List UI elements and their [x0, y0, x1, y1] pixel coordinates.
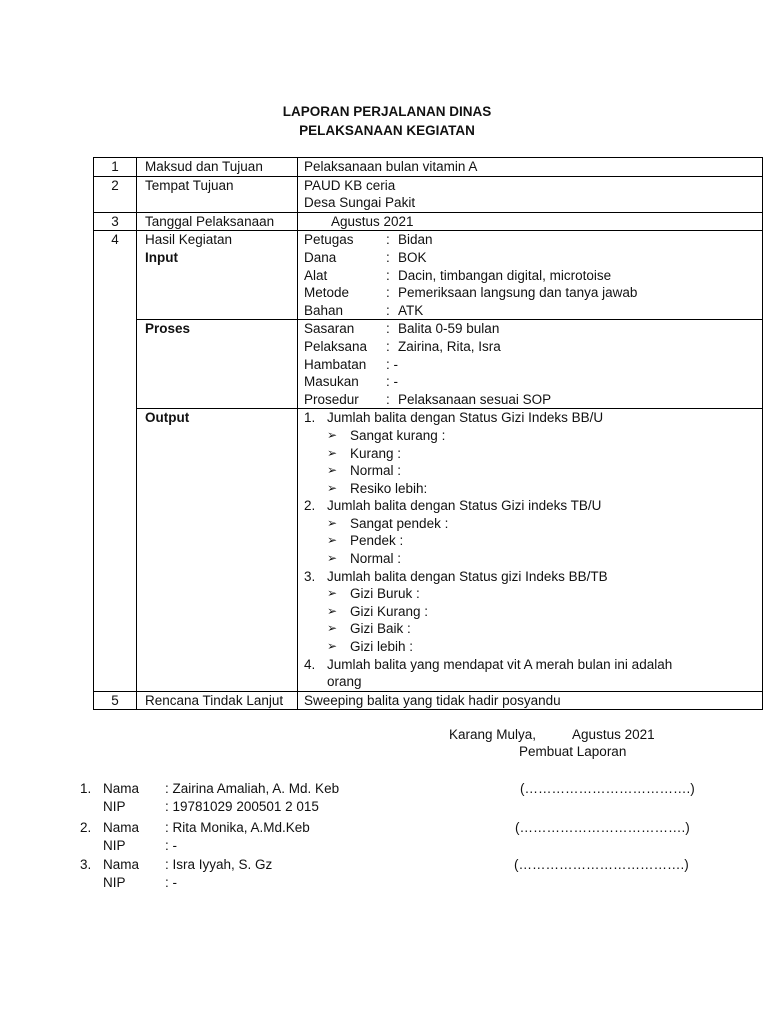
proses-key: Pelaksana	[304, 338, 368, 354]
arrow-bullet-icon: ➢	[327, 639, 338, 654]
input-colon: :	[386, 249, 390, 265]
output-label: Output	[137, 409, 298, 692]
proses-key: Hambatan	[304, 356, 367, 372]
proses-value: Zairina, Rita, Isra	[398, 338, 501, 354]
output-item-text: Jumlah balita dengan Status Gizi indeks TB/U	[327, 498, 602, 514]
signer-name-row	[80, 781, 720, 799]
proses-row	[304, 373, 762, 391]
signature-place-date	[449, 727, 655, 742]
output-bullet-text: Normal :	[350, 551, 402, 567]
output-bullet-text: Kurang :	[350, 445, 402, 461]
arrow-bullet-icon: ➢	[327, 480, 338, 495]
input-list	[298, 231, 763, 320]
output-bullet-text: Resiko lebih:	[350, 480, 428, 496]
input-key: Alat	[304, 267, 328, 283]
output-bullet	[304, 603, 762, 621]
row-value: Sweeping balita yang tidak hadir posyandu	[298, 691, 763, 710]
signer-nip-label: NIP	[103, 838, 126, 853]
input-row	[304, 249, 762, 267]
signer-nip-row	[80, 875, 480, 893]
arrow-bullet-icon: ➢	[327, 515, 338, 530]
arrow-bullet-icon: ➢	[327, 621, 338, 636]
proses-row	[304, 356, 762, 374]
output-item-number: 2.	[304, 498, 316, 514]
signer-nip: : -	[165, 875, 177, 890]
row-label: Tempat Tujuan	[137, 176, 298, 212]
signature-line: (……………………………….)	[515, 820, 690, 835]
proses-key: Prosedur	[304, 391, 359, 407]
output-bullet	[304, 532, 762, 550]
input-value: Pemeriksaan langsung dan tanya jawab	[398, 285, 638, 301]
signature-date: Agustus 2021	[572, 727, 655, 742]
table-row	[94, 176, 763, 212]
proses-colon: :	[386, 391, 390, 407]
proses-list	[298, 320, 763, 409]
signer-block	[80, 857, 720, 897]
output-bullet	[304, 462, 762, 480]
output-item	[304, 656, 762, 674]
proses-colon: : -	[386, 374, 398, 390]
output-bullet-text: Gizi lebih :	[350, 639, 414, 655]
arrow-bullet-icon: ➢	[327, 603, 338, 618]
input-key: Bahan	[304, 302, 344, 318]
row-value: Agustus 2021	[298, 212, 763, 231]
signature-place: Karang Mulya,	[449, 727, 537, 742]
output-bullet	[304, 550, 762, 568]
table-row	[94, 231, 763, 320]
signer-name-label: Nama	[103, 857, 140, 872]
proses-row	[304, 338, 762, 356]
proses-key: Masukan	[304, 374, 359, 390]
destination-village: Desa Sungai Pakit	[304, 195, 416, 211]
output-item-number: 4.	[304, 656, 316, 672]
table-row	[94, 320, 763, 409]
output-list	[298, 409, 763, 692]
arrow-bullet-icon: ➢	[327, 427, 338, 442]
signer-index: 1.	[80, 781, 92, 796]
input-colon: :	[386, 232, 390, 248]
signer-name: : Zairina Amaliah, A. Md. Keb	[165, 781, 340, 796]
proses-colon: : -	[386, 356, 398, 372]
input-key: Petugas	[304, 232, 354, 248]
input-key: Dana	[304, 249, 337, 265]
arrow-bullet-icon: ➢	[327, 445, 338, 460]
output-bullet	[304, 480, 762, 498]
signer-block	[80, 781, 720, 821]
signer-name-row	[80, 857, 720, 875]
signer-name: : Rita Monika, A.Md.Keb	[165, 820, 310, 835]
signer-nip-row	[80, 838, 480, 856]
signer-nip-label: NIP	[103, 799, 126, 814]
proses-value: Balita 0-59 bulan	[398, 321, 500, 337]
signature-role: Pembuat Laporan	[519, 744, 627, 759]
row-label: Tanggal Pelaksanaan	[137, 212, 298, 231]
output-item-number: 3.	[304, 568, 316, 584]
input-value: Bidan	[398, 232, 433, 248]
report-title: LAPORAN PERJALANAN DINAS	[282, 104, 492, 119]
signer-block	[80, 820, 720, 860]
output-bullet-text: Pendek :	[350, 533, 404, 549]
table-row	[94, 409, 763, 692]
input-row	[304, 302, 762, 320]
table-row	[94, 691, 763, 710]
input-value: BOK	[398, 249, 427, 265]
proses-label: Proses	[137, 320, 298, 409]
output-bullet	[304, 445, 762, 463]
hasil-kegiatan-label: Hasil Kegiatan	[145, 232, 233, 248]
table-row	[94, 158, 763, 177]
signer-name-row	[80, 820, 720, 838]
proses-key: Sasaran	[304, 321, 355, 337]
output-bullet	[304, 620, 762, 638]
output-item-number: 1.	[304, 410, 316, 426]
input-row	[304, 267, 762, 285]
signer-nip: : -	[165, 838, 177, 853]
output-bullet	[304, 427, 762, 445]
output-bullet-text: Sangat kurang :	[350, 427, 446, 443]
input-label: Input	[145, 249, 178, 265]
row-number: 3	[94, 212, 137, 231]
report-table	[93, 157, 763, 710]
output-bullet-text: Gizi Buruk :	[350, 586, 420, 602]
output-item-continuation: orang	[327, 674, 362, 690]
signer-index: 2.	[80, 820, 92, 835]
output-item	[304, 568, 762, 586]
row-number: 2	[94, 176, 137, 212]
proses-colon: :	[386, 338, 390, 354]
destination-name: PAUD KB ceria	[304, 177, 396, 193]
row-label: Rencana Tindak Lanjut	[137, 691, 298, 710]
input-colon: :	[386, 285, 390, 301]
input-key: Metode	[304, 285, 350, 301]
input-value: Dacin, timbangan digital, microtoise	[398, 267, 612, 283]
row-number: 1	[94, 158, 137, 177]
output-bullet	[304, 638, 762, 656]
output-item	[304, 497, 762, 515]
signer-index: 3.	[80, 857, 92, 872]
signer-nip: : 19781029 200501 2 015	[165, 799, 319, 814]
report-subtitle: PELAKSANAAN KEGIATAN	[299, 123, 475, 138]
output-item	[304, 409, 762, 427]
output-bullet	[304, 585, 762, 603]
input-colon: :	[386, 267, 390, 283]
signer-nip-label: NIP	[103, 875, 126, 890]
row-value: Pelaksanaan bulan vitamin A	[298, 158, 763, 177]
row-label	[137, 231, 298, 320]
output-item-text: Jumlah balita yang mendapat vit A merah bulan ini adalah	[327, 656, 673, 672]
arrow-bullet-icon: ➢	[327, 463, 338, 478]
row-number: 5	[94, 691, 137, 710]
input-colon: :	[386, 302, 390, 318]
arrow-bullet-icon: ➢	[327, 533, 338, 548]
proses-row	[304, 320, 762, 338]
output-item-text: Jumlah balita dengan Status Gizi Indeks BB/U	[327, 410, 604, 426]
signer-name: : Isra Iyyah, S. Gz	[165, 857, 273, 872]
signer-name-label: Nama	[103, 781, 140, 796]
proses-row	[304, 391, 762, 409]
table-row	[94, 212, 763, 231]
signature-line: (……………………………….)	[514, 857, 689, 872]
output-bullet-text: Sangat pendek :	[350, 515, 449, 531]
arrow-bullet-icon: ➢	[327, 551, 338, 566]
row-number: 4	[94, 231, 137, 691]
row-label: Maksud dan Tujuan	[137, 158, 298, 177]
arrow-bullet-icon: ➢	[327, 586, 338, 601]
output-bullet-text: Gizi Kurang :	[350, 603, 429, 619]
output-bullet-text: Gizi Baik :	[350, 621, 411, 637]
proses-colon: :	[386, 321, 390, 337]
proses-value: Pelaksanaan sesuai SOP	[398, 391, 552, 407]
signer-nip-row	[80, 799, 480, 817]
signer-name-label: Nama	[103, 820, 140, 835]
output-bullet-text: Normal :	[350, 463, 402, 479]
row-value	[298, 176, 763, 212]
output-item-text: Jumlah balita dengan Status gizi Indeks BB/TB	[327, 568, 608, 584]
input-row	[304, 231, 762, 249]
output-bullet	[304, 515, 762, 533]
input-row	[304, 284, 762, 302]
signature-line: (……………………………….)	[520, 781, 695, 796]
input-value: ATK	[398, 302, 424, 318]
